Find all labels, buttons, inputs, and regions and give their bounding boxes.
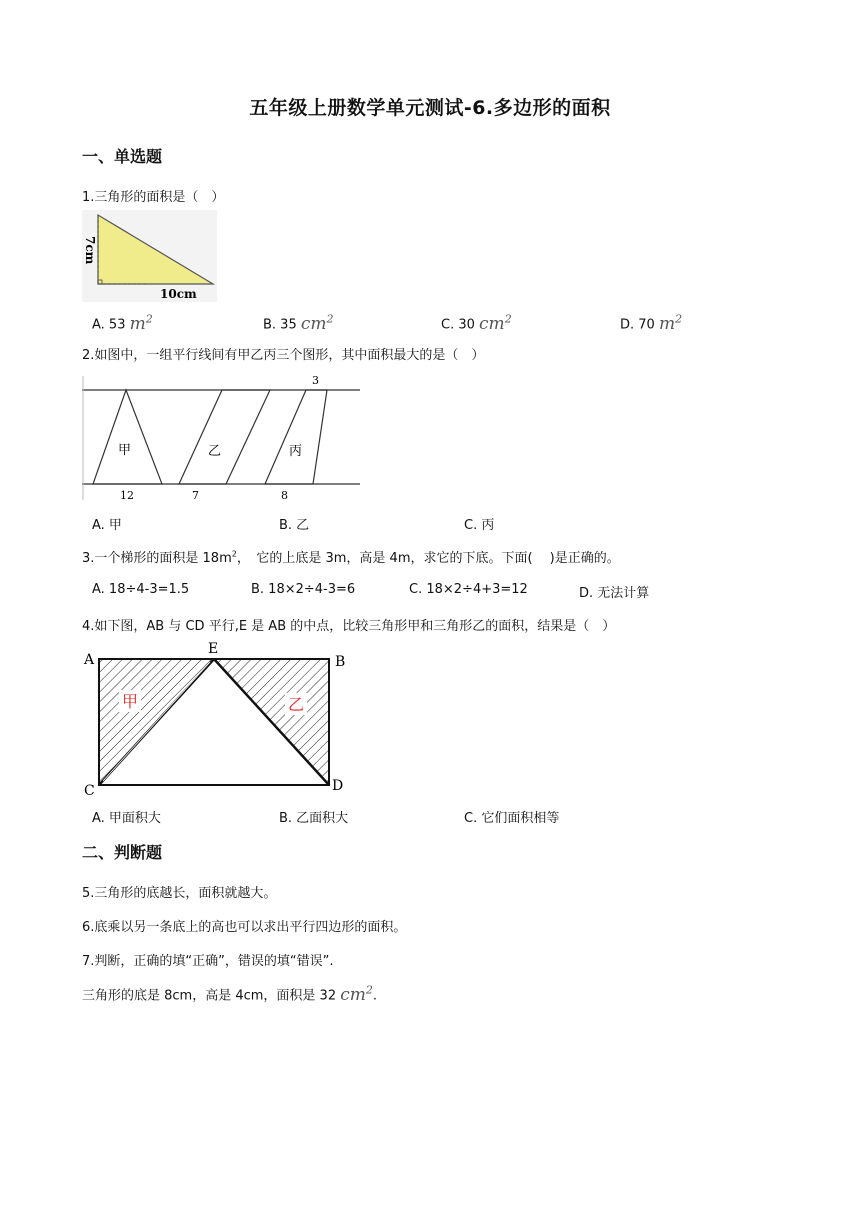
question-7-text: 7.判断，正确的填“正确”，错误的填“错误”. <box>82 954 334 969</box>
vertex-d-label: D <box>332 778 344 794</box>
unit-label: $m^2$ <box>658 312 683 334</box>
vertex-b-label: B <box>335 654 346 670</box>
vertex-e-label: E <box>208 641 219 657</box>
unit-label: $cm^2$ <box>479 312 512 334</box>
question-4-option-a[interactable]: A. 甲面积大 <box>92 811 161 826</box>
question-6-text: 6.底乘以另一条底上的高也可以求出平行四边形的面积。 <box>82 920 407 935</box>
triangle-base-label: 10cm <box>160 287 197 301</box>
shape-yi-label: 乙 <box>208 444 222 459</box>
question-2-text: 2.如图中，一组平行线间有甲乙丙三个图形，其中面积最大的是（ ） <box>82 348 485 363</box>
question-2-option-c[interactable]: C. 丙 <box>464 518 495 533</box>
question-1-triangle-figure <box>82 210 217 302</box>
question-1-option-b[interactable]: B. 35 $cm^2$ <box>263 312 334 334</box>
question-1-option-a[interactable]: A. 53 $m^2$ <box>92 312 153 334</box>
triangle-jia-label: 甲 <box>122 692 139 711</box>
question-3-option-b[interactable]: B. 18×2÷4-3=6 <box>251 582 356 597</box>
question-5-text: 5.三角形的底越长，面积就越大。 <box>82 886 277 901</box>
question-3-text: 3.一个梯形的面积是 $18m^2$， 它的上底是 3m，高是 4m，求它的下底。下面( )是正确的。 <box>82 549 620 566</box>
triangle-yi-label: 乙 <box>288 695 305 714</box>
question-2-option-b[interactable]: B. 乙 <box>279 518 310 533</box>
question-1-text: 1.三角形的面积是（ ） <box>82 190 225 205</box>
section-heading-true-false: 二、判断题 <box>82 843 163 862</box>
page-title: 五年级上册数学单元测试-6.多边形的面积 <box>249 97 611 119</box>
question-2-option-a[interactable]: A. 甲 <box>92 518 122 533</box>
unit-label: $cm^2$ <box>300 312 334 334</box>
shape-jia-label: 甲 <box>118 443 132 458</box>
question-7-statement: 三角形的底是 8cm，高是 4cm，面积是 32 $cm^2$. <box>82 983 378 1005</box>
unit-label: $m^2$ <box>129 312 153 334</box>
vertex-a-label: A <box>84 652 95 668</box>
question-1-option-c[interactable]: C. 30 $cm^2$ <box>441 312 512 334</box>
triangle-height-label: 7cm <box>83 236 97 265</box>
question-4-option-c[interactable]: C. 它们面积相等 <box>464 811 560 826</box>
bottom-length-label-jia: 12 <box>120 489 134 502</box>
bottom-length-label-bing: 8 <box>281 489 288 502</box>
question-4-text: 4.如下图，AB 与 CD 平行,E 是 AB 的中点，比较三角形甲和三角形乙的面积，结果是（ ） <box>82 619 616 634</box>
question-4-option-b[interactable]: B. 乙面积大 <box>279 811 349 826</box>
question-1-option-d[interactable]: D. 70 $m^2$ <box>620 312 683 334</box>
question-3-option-a[interactable]: A. 18÷4-3=1.5 <box>92 582 190 597</box>
question-3-option-c[interactable]: C. 18×2÷4+3=12 <box>409 582 528 597</box>
question-2-parallel-lines-figure <box>82 372 362 504</box>
unit-label: $cm^2$ <box>340 983 373 1005</box>
bottom-length-label-yi: 7 <box>192 489 199 502</box>
top-length-label: 3 <box>312 374 319 387</box>
shape-bing-label: 丙 <box>289 444 303 459</box>
vertex-c-label: C <box>84 783 95 799</box>
section-heading-single-choice: 一、单选题 <box>82 147 163 166</box>
question-4-rectangle-figure <box>82 640 352 800</box>
question-3-option-d[interactable]: D. 无法计算 <box>579 586 650 601</box>
